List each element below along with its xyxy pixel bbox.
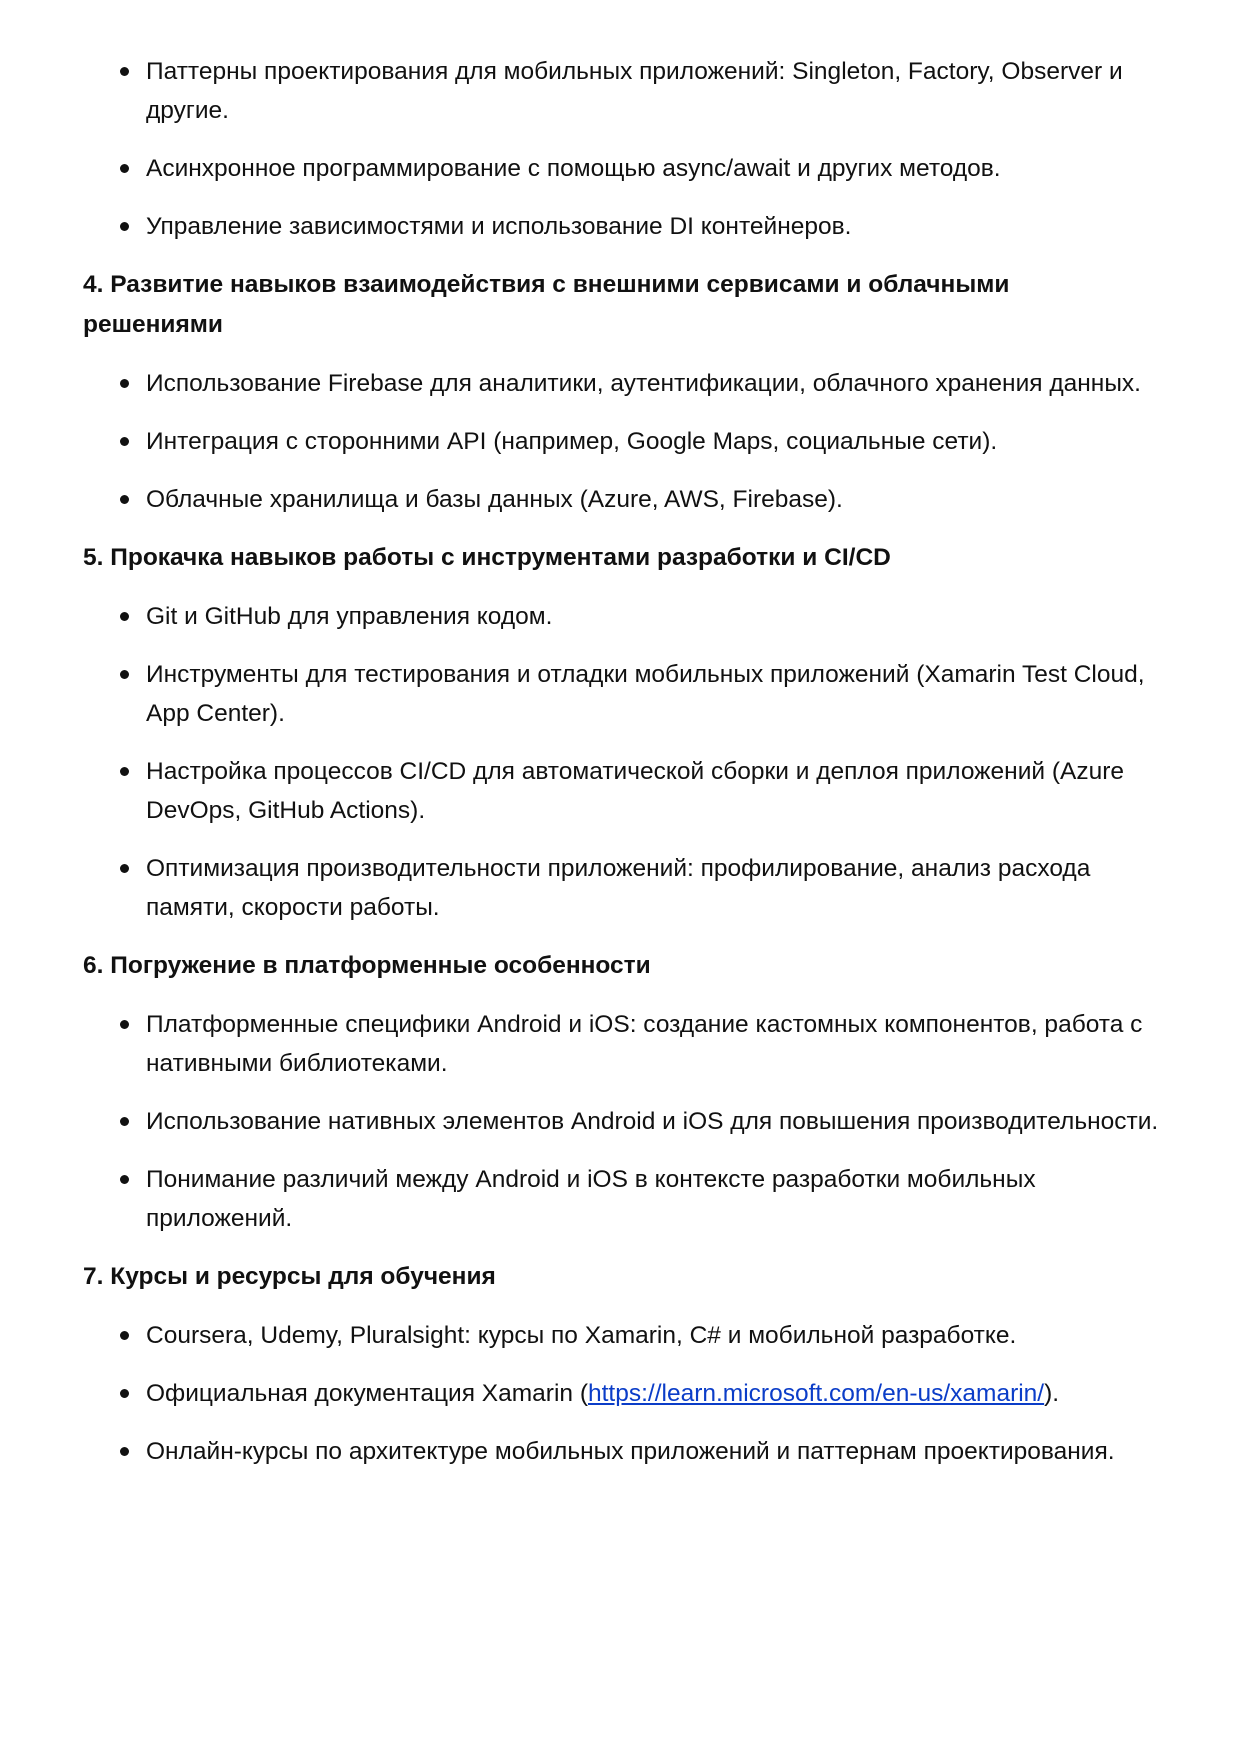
list-item-text: Инструменты для тестирования и отладки мобильных приложений (Xamarin Test Cloud, App Center). xyxy=(146,661,1145,727)
section-list xyxy=(83,1005,1173,1238)
link-prefix: Официальная документация Xamarin ( xyxy=(146,1380,588,1407)
list-item xyxy=(146,1005,1173,1083)
list-item-text: Паттерны проектирования для мобильных приложений: Singleton, Factory, Observer и другие. xyxy=(146,58,1123,124)
bullet-dot-icon xyxy=(120,1389,129,1398)
list-item xyxy=(146,1316,1173,1355)
xamarin-docs-link[interactable]: https://learn.microsoft.com/en-us/xamarin/ xyxy=(587,1380,1045,1407)
list-item xyxy=(146,1102,1173,1141)
list-item xyxy=(146,149,1173,188)
list-item-text: Оптимизация производительности приложений: профилирование, анализ расхода памяти, скорости работы. xyxy=(146,855,1091,921)
bullet-dot-icon xyxy=(120,767,129,776)
list-item-text: Настройка процессов CI/CD для автоматической сборки и деплоя приложений (Azure DevOps, GitHub Actions). xyxy=(146,758,1125,824)
bullet-dot-icon xyxy=(120,670,129,679)
section-title: 7. Курсы и ресурсы для обучения xyxy=(83,1263,496,1290)
section-title: 4. Развитие навыков взаимодействия с внешними сервисами и облачными решениями xyxy=(83,271,1010,338)
list-item-doc-link-text xyxy=(146,1380,1059,1407)
list-item-text: Использование нативных элементов Android и iOS для повышения производительности. xyxy=(146,1108,1159,1135)
list-item-text: Асинхронное программирование с помощью async/await и других методов. xyxy=(146,155,1001,182)
section-list xyxy=(83,364,1173,519)
section-title: 6. Погружение в платформенные особенности xyxy=(83,952,651,979)
list-item-text: Git и GitHub для управления кодом. xyxy=(146,603,553,630)
list-item xyxy=(146,655,1173,733)
list-item xyxy=(146,364,1173,403)
list-item xyxy=(146,597,1173,636)
list-item-text: Онлайн-курсы по архитектуре мобильных приложений и паттернам проектирования. xyxy=(146,1438,1115,1465)
bullet-dot-icon xyxy=(120,437,129,446)
list-item-text: Понимание различий между Android и iOS в контексте разработки мобильных приложений. xyxy=(146,1166,1036,1232)
list-item xyxy=(146,52,1173,130)
section-list xyxy=(83,1316,1173,1471)
bullet-dot-icon xyxy=(120,67,129,76)
list-item-text: Облачные хранилища и базы данных (Azure, AWS, Firebase). xyxy=(146,486,843,513)
bullet-dot-icon xyxy=(120,1020,129,1029)
list-item xyxy=(146,207,1173,246)
list-item xyxy=(146,1374,1173,1413)
list-item xyxy=(146,480,1173,519)
list-item xyxy=(146,422,1173,461)
bullet-dot-icon xyxy=(120,495,129,504)
bullet-dot-icon xyxy=(120,379,129,388)
list-item xyxy=(146,1160,1173,1238)
document-page xyxy=(83,0,1173,1471)
bullet-dot-icon xyxy=(120,1331,129,1340)
section-title: 5. Прокачка навыков работы с инструментами разработки и CI/CD xyxy=(83,544,891,571)
bullet-dot-icon xyxy=(120,1117,129,1126)
list-item-text: Платформенные специфики Android и iOS: создание кастомных компонентов, работа с нативными библиотеками. xyxy=(146,1011,1143,1077)
list-item-text: Интеграция с сторонними API (например, Google Maps, социальные сети). xyxy=(146,428,998,455)
list-item xyxy=(146,752,1173,830)
list-item-text: Управление зависимостями и использование DI контейнеров. xyxy=(146,213,852,240)
bullet-dot-icon xyxy=(120,1175,129,1184)
section-list xyxy=(83,597,1173,927)
intro-list xyxy=(83,52,1173,246)
list-item-text: Использование Firebase для аналитики, аутентификации, облачного хранения данных. xyxy=(146,370,1141,397)
list-item-text: Coursera, Udemy, Pluralsight: курсы по Xamarin, C# и мобильной разработке. xyxy=(146,1322,1017,1349)
list-item xyxy=(146,1432,1173,1471)
bullet-dot-icon xyxy=(120,1447,129,1456)
bullet-dot-icon xyxy=(120,864,129,873)
bullet-dot-icon xyxy=(120,164,129,173)
link-suffix: ). xyxy=(1044,1380,1060,1407)
bullet-dot-icon xyxy=(120,222,129,231)
bullet-dot-icon xyxy=(120,612,129,621)
list-item xyxy=(146,849,1173,927)
